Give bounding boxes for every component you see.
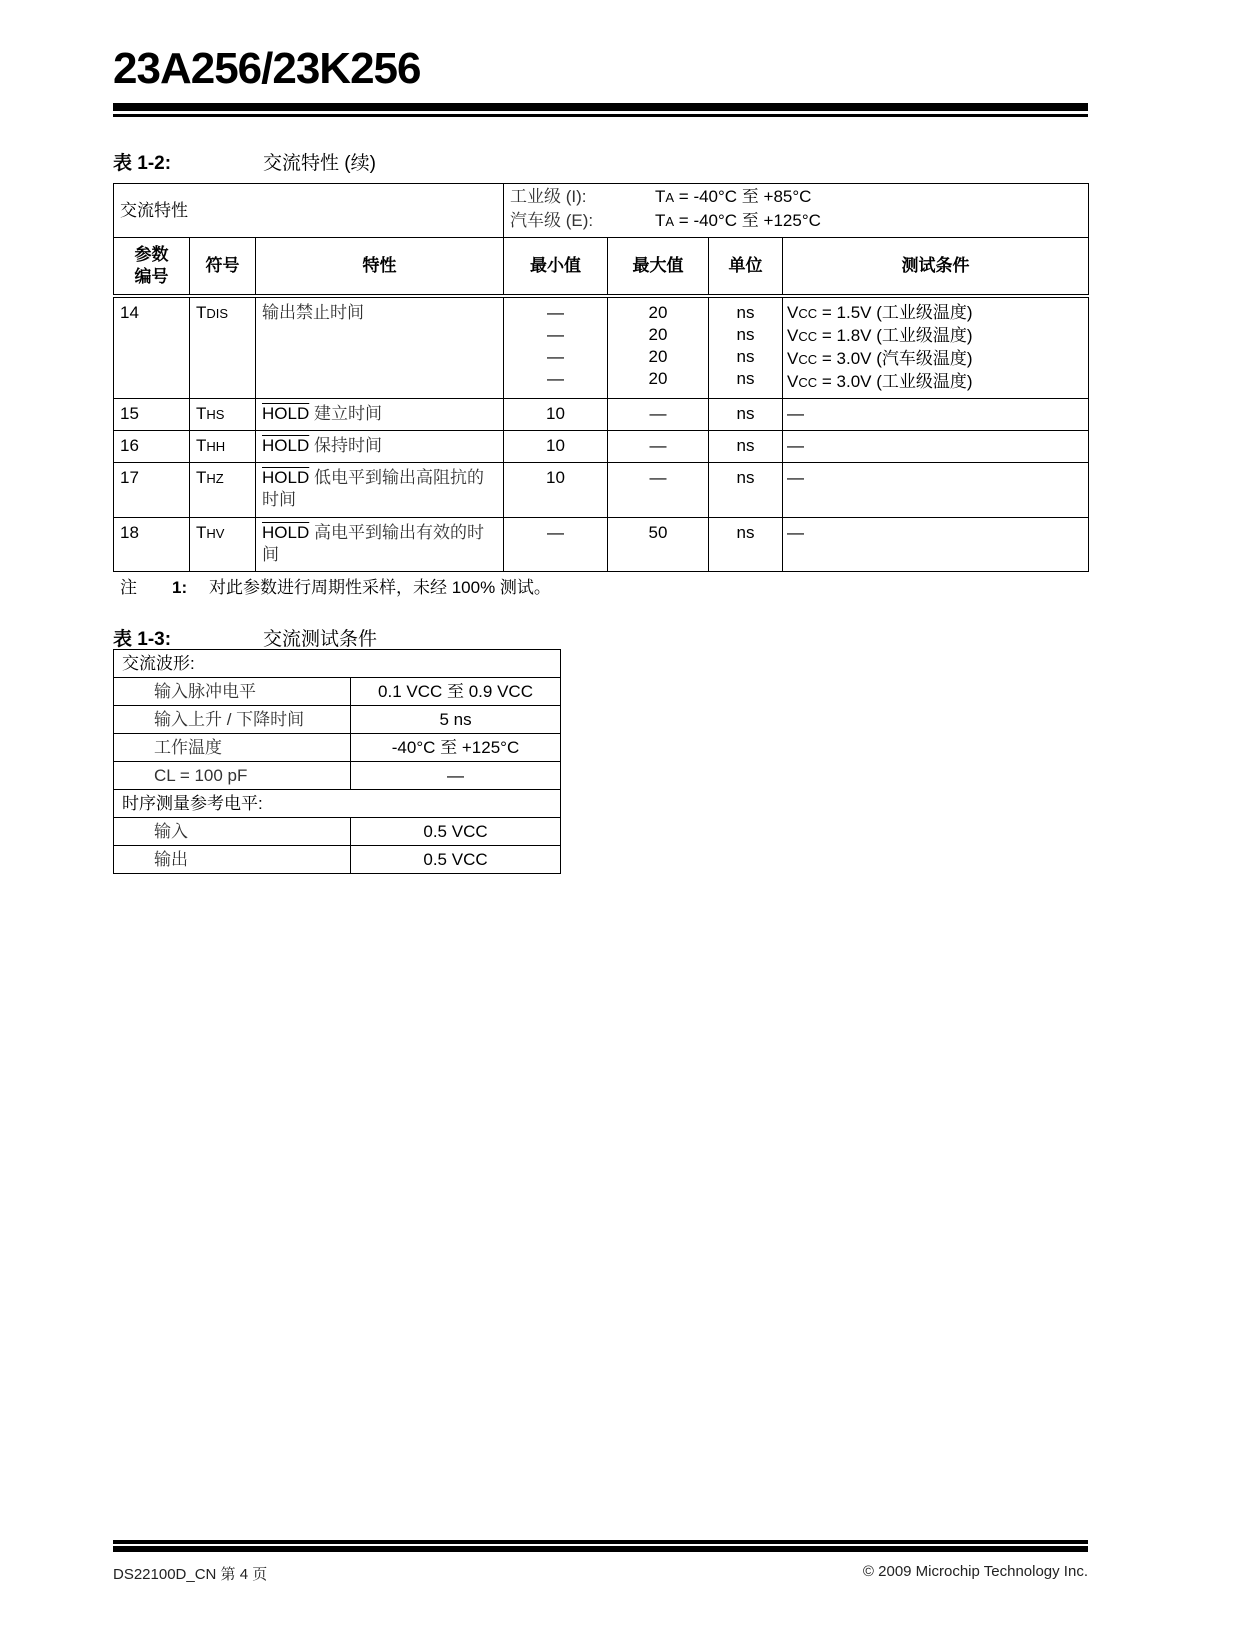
table-1-2-title: 交流特性 (续) (263, 153, 376, 174)
condition-label: 输入上升 / 下降时间 (114, 706, 351, 734)
col-units: 单位 (709, 238, 783, 296)
table-row (114, 706, 561, 734)
conditions: — (783, 431, 1089, 463)
table-note: 注 1: 对此参数进行周期性采样，未经 100% 测试。 (120, 578, 551, 597)
ac-test-conditions-table (113, 649, 561, 874)
table-row (114, 762, 561, 790)
param-number: 18 (114, 518, 190, 572)
automotive-range: -40°C 至 +125°C (693, 211, 821, 230)
units: ns (709, 463, 783, 518)
table-row (114, 678, 561, 706)
table-row (114, 846, 561, 874)
table-1-2-caption (113, 148, 171, 175)
condition-value: 0.5 VCC (351, 818, 561, 846)
header-rule-thick (113, 103, 1088, 111)
param-number: 16 (114, 431, 190, 463)
footer-document-id: DS22100D_CN 第 4 页 (113, 1566, 268, 1583)
min-value: — — — — (504, 296, 608, 399)
max-value: — (608, 463, 709, 518)
document-title: 23A256/23K256 (113, 44, 421, 93)
condition-label: 输出 (114, 846, 351, 874)
table-row (114, 518, 1089, 572)
table-row (114, 818, 561, 846)
symbol: THS (190, 399, 256, 431)
condition-label: 输入 (114, 818, 351, 846)
min-value: 10 (504, 431, 608, 463)
ac-characteristics-table (113, 183, 1089, 572)
param-number: 14 (114, 296, 190, 399)
header-rule-thin (113, 114, 1088, 117)
table-row (114, 463, 1089, 518)
conditions: — (783, 399, 1089, 431)
banner-title: 交流特性 (114, 184, 504, 238)
table-row (114, 431, 1089, 463)
characteristic: 输出禁止时间 (256, 296, 504, 399)
footer-rule-thin (113, 1546, 1088, 1552)
col-conditions: 测试条件 (783, 238, 1089, 296)
condition-label: 输入脉冲电平 (114, 678, 351, 706)
table-row (114, 399, 1089, 431)
conditions: VCC = 1.5V (工业级温度) VCC = 1.8V (工业级温度) VCC = 3.0V (汽车级温度) VCC = 3.0V (工业级温度) (783, 296, 1089, 399)
caption-label: 表 1-2: (113, 153, 172, 174)
table-row (114, 296, 1089, 399)
banner-conditions: 工业级 (I): TA = -40°C 至 +85°C 汽车级 (E): TA = -40°C 至 +125°C (504, 184, 1089, 238)
symbol: THV (190, 518, 256, 572)
param-number: 17 (114, 463, 190, 518)
condition-value: -40°C 至 +125°C (351, 734, 561, 762)
units: ns (709, 431, 783, 463)
units: ns ns ns ns (709, 296, 783, 399)
col-symbol: 符号 (190, 238, 256, 296)
condition-value: 0.5 VCC (351, 846, 561, 874)
min-value: — (504, 518, 608, 572)
condition-label: 工作温度 (114, 734, 351, 762)
col-min: 最小值 (504, 238, 608, 296)
hold-signal: HOLD (262, 523, 310, 542)
conditions: — (783, 463, 1089, 518)
condition-value: — (351, 762, 561, 790)
min-value: 10 (504, 399, 608, 431)
col-characteristic: 特性 (256, 238, 504, 296)
table-1-3-title: 交流测试条件 (263, 629, 378, 650)
footer-rule-thick (113, 1540, 1088, 1544)
max-value: — (608, 399, 709, 431)
condition-value: 5 ns (351, 706, 561, 734)
units: ns (709, 518, 783, 572)
industrial-range: -40°C 至 +85°C (693, 187, 812, 206)
automotive-label: 汽车级 (E): (510, 211, 594, 230)
industrial-label: 工业级 (I): (510, 187, 587, 206)
column-header-row (114, 238, 1089, 296)
table-row (114, 734, 561, 762)
symbol: THH (190, 431, 256, 463)
table-1-3-caption: 表 1-3: (113, 629, 172, 650)
section-header: 时序测量参考电平: (114, 790, 561, 818)
col-param: 参数编号 (114, 238, 190, 296)
condition-value: 0.1 VCC 至 0.9 VCC (351, 678, 561, 706)
characteristic: HOLD 保持时间 (256, 431, 504, 463)
hold-signal: HOLD (262, 404, 310, 423)
section-header: 交流波形: (114, 650, 561, 678)
col-max: 最大值 (608, 238, 709, 296)
units: ns (709, 399, 783, 431)
hold-signal: HOLD (262, 436, 310, 455)
condition-label: CL = 100 pF (114, 762, 351, 790)
conditions: — (783, 518, 1089, 572)
symbol: THZ (190, 463, 256, 518)
footer-copyright: © 2009 Microchip Technology Inc. (862, 1563, 1088, 1580)
hold-signal: HOLD (262, 468, 310, 487)
max-value: 50 (608, 518, 709, 572)
characteristic: HOLD 低电平到输出高阻抗的时间 (256, 463, 504, 518)
param-number: 15 (114, 399, 190, 431)
characteristic: HOLD 高电平到输出有效的时间 (256, 518, 504, 572)
min-value: 10 (504, 463, 608, 518)
symbol: TDIS (190, 296, 256, 399)
max-value: — (608, 431, 709, 463)
characteristic: HOLD 建立时间 (256, 399, 504, 431)
max-value: 20 20 20 20 (608, 296, 709, 399)
